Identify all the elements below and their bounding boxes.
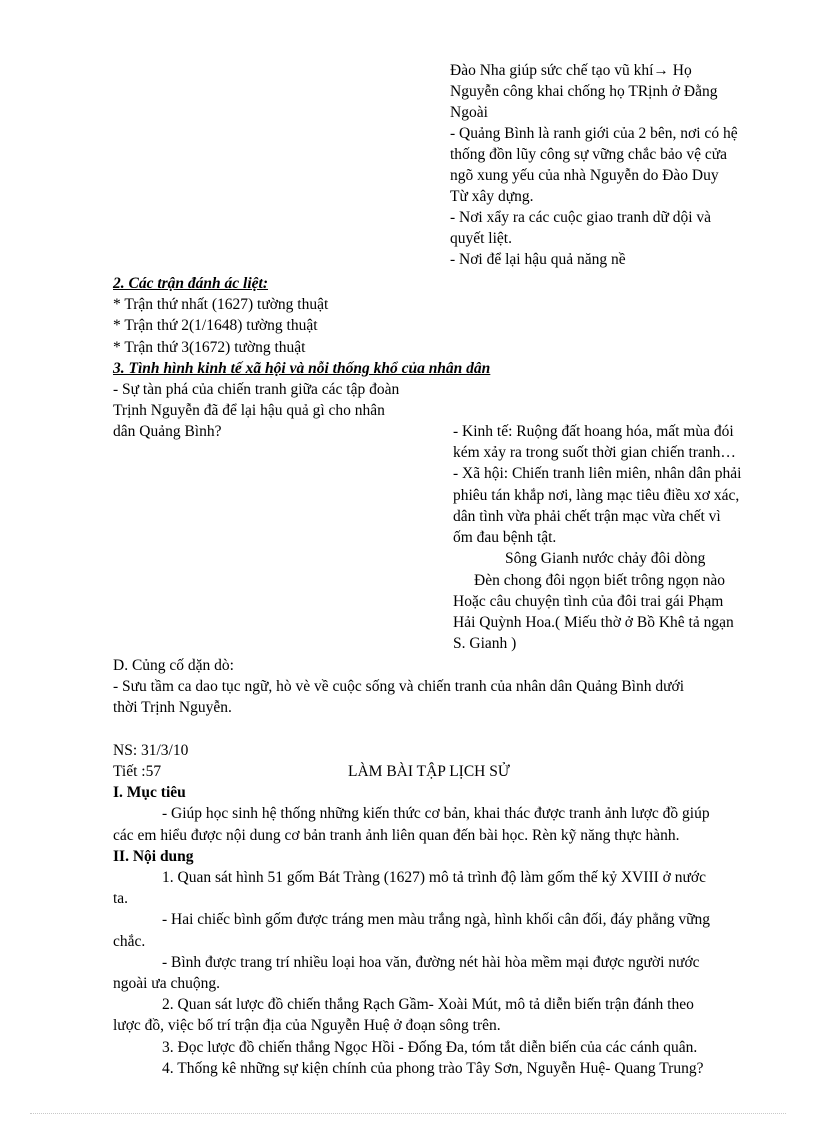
content-line: - Bình được trang trí nhiều loại hoa văn, đường nét hài hòa mềm mại được người nước [162, 954, 700, 971]
answer-line: kém xảy ra trong suốt thời gian chiến tranh… [453, 444, 736, 461]
right-block-line: thống đồn lũy công sự vững chắc bảo vệ cửa [450, 146, 728, 163]
story-line: S. Gianh ) [453, 635, 517, 652]
lesson-title: LÀM BÀI TẬP LỊCH SỬ [348, 763, 510, 780]
content-line: lược đồ, việc bố trí trận địa của Nguyễn Huệ ở đoạn sông trên. [113, 1017, 501, 1034]
right-block-line: Ngoài [450, 104, 488, 121]
lesson-number: Tiết :57 [113, 763, 162, 780]
right-block-line: Nguyễn công khai chống họ TRịnh ở Đằng [450, 83, 718, 100]
content-line: ta. [113, 890, 129, 907]
content-line: 1. Quan sát hình 51 gốm Bát Tràng (1627) mô tả trình độ làm gốm thế kỷ XVIII ở nước [162, 869, 706, 886]
question-line: - Sự tàn phá của chiến tranh giữa các tập đoàn [113, 381, 400, 398]
question-line: dân Quảng Bình? [113, 423, 222, 440]
question-line: Trịnh Nguyễn đã để lại hậu quả gì cho nhân [113, 402, 385, 419]
section-d-line: - Sưu tầm ca dao tục ngữ, hò vè về cuộc sống và chiến tranh của nhân dân Quảng Bình dưới [113, 678, 685, 695]
content-heading: II. Nội dung [113, 848, 194, 865]
section2-heading: 2. Các trận đánh ác liệt: [113, 275, 269, 292]
answer-line: ốm đau bệnh tật. [453, 529, 557, 546]
right-block-line: - Nơi xẩy ra các cuộc giao tranh dữ dội và [450, 209, 712, 226]
content-line: chắc. [113, 933, 146, 950]
content-line: 4. Thống kê những sự kiện chính của phong trào Tây Sơn, Nguyễn Huệ- Quang Trung? [162, 1060, 704, 1077]
poem-line: Sông Gianh nước chảy đôi dòng [505, 550, 706, 567]
battle-item: * Trận thứ 3(1672) tường thuật [113, 339, 306, 356]
objectives-line: - Giúp học sinh hệ thống những kiến thức cơ bản, khai thác được tranh ảnh lược đồ giúp [162, 805, 710, 822]
page-bottom-divider [30, 1113, 786, 1114]
answer-line: - Kinh tế: Ruộng đất hoang hóa, mất mùa đói [453, 423, 734, 440]
objectives-heading: I. Mục tiêu [113, 784, 186, 801]
story-line: Hải Quỳnh Hoa.( Miếu thờ ở Bồ Khê tả ngạn [453, 614, 734, 631]
content-line: 2. Quan sát lược đồ chiến thắng Rạch Gầm- Xoài Mút, mô tả diễn biến trận đánh theo [162, 996, 694, 1013]
answer-line: - Xã hội: Chiến tranh liên miên, nhân dân phải [453, 465, 742, 482]
ns-date: NS: 31/3/10 [113, 742, 189, 759]
battle-item: * Trận thứ nhất (1627) tường thuật [113, 296, 329, 313]
objectives-line: các em hiểu được nội dung cơ bản tranh ảnh liên quan đến bài học. Rèn kỹ năng thực hành. [113, 827, 680, 844]
poem-line: Đèn chong đôi ngọn biết trông ngọn nào [474, 572, 725, 589]
right-block-line: - Quảng Bình là ranh giới của 2 bên, nơi có hệ [450, 125, 738, 142]
answer-line: dân tình vừa phải chết trận mạc vừa chết vì [453, 508, 721, 525]
right-block-line: Từ xây dựng. [450, 188, 534, 205]
right-block-line: quyết liệt. [450, 230, 512, 247]
battle-item: * Trận thứ 2(1/1648) tường thuật [113, 317, 318, 334]
answer-line: phiêu tán khắp nơi, làng mạc tiêu điều xơ xác, [453, 487, 740, 504]
section-d-line: thời Trịnh Nguyễn. [113, 699, 232, 716]
top-right-block [450, 60, 780, 270]
story-line: Hoặc câu chuyện tình của đôi trai gái Phạm [453, 593, 724, 610]
content-line: 3. Đọc lược đồ chiến thắng Ngọc Hồi - Đống Đa, tóm tắt diễn biến của các cánh quân. [162, 1039, 698, 1056]
content-line: - Hai chiếc bình gốm được tráng men màu trắng ngà, hình khối cân đối, đáy phẳng vững [162, 911, 710, 928]
right-block-line: ngõ xung yếu của nhà Nguyễn do Đào Duy [450, 167, 719, 184]
content-line: ngoài ưa chuộng. [113, 975, 220, 992]
right-block-line: Đào Nha giúp sức chế tạo vũ khí→ Họ [450, 62, 692, 79]
right-block-line: - Nơi để lại hậu quả năng nề [450, 251, 626, 268]
section3-heading: 3. Tình hình kinh tế xã hội và nỗi thống khổ của nhân dân [113, 360, 491, 377]
section-d-heading: D. Củng cố dặn dò: [113, 657, 234, 674]
